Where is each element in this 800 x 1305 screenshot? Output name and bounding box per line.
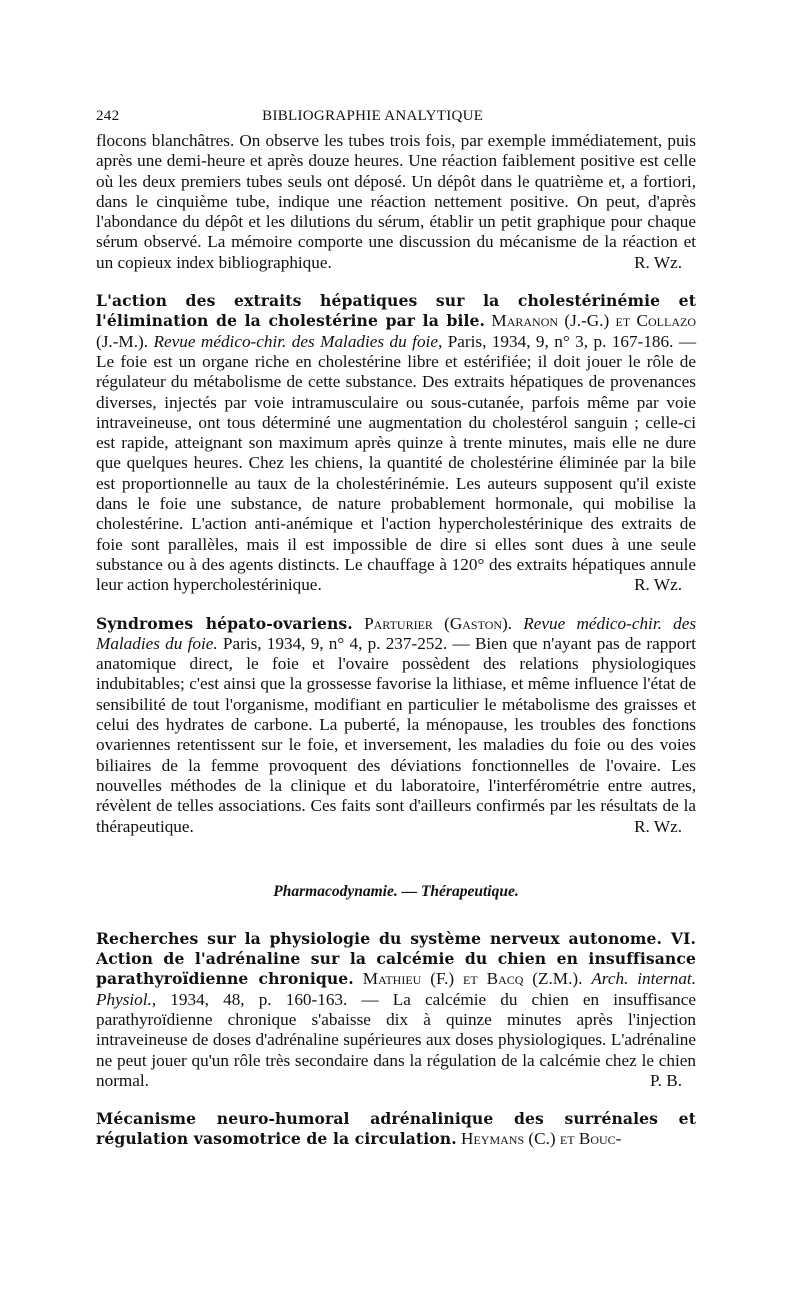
article-1-title: L'action des extraits hépatiques sur la cholestérinémie et l'élimination de la cholestérine par la bile.	[96, 291, 696, 331]
page-number: 242	[96, 108, 120, 124]
article-2-signature: R. Wz.	[634, 816, 682, 836]
article-1-signature: R. Wz.	[634, 575, 682, 595]
intro-paragraph	[96, 131, 696, 273]
running-title: BIBLIOGRAPHIE ANALYTIQUE	[262, 108, 484, 124]
article-3-journal: Arch. internat. Physiol.,	[96, 969, 696, 1009]
article-1-journal: Revue médico-chir. des Maladies du foie,	[153, 331, 443, 351]
article-4-title: Mécanisme neuro-humoral adrénalinique des surrénales et régulation vasomotrice de la circulation.	[96, 1109, 696, 1149]
article-1-body: — Le foie est un organe riche en cholestérine libre et estérifiée; il doit jouer le rôle de régulateur du métabolisme de cette substance. Des extraits hépatiques de provenances diverses, injectés par voie intramusculaire ou sous-cutanée, parfois même par voie intraveineuse, ont tous déterminé une augmentation du cholestérol sanguin ; celle-ci est rapide, atteignant son maximum après quinze à trente minutes, mais elle ne dure que quelques heures. Chez les chiens, la quantité de cholestérine éliminée par la bile est proportionnelle au taux de la cholestérinémie. Les auteurs supposent qu'il existe dans le foie une substance, de nature probablement hormonale, qui mobilise la cholestérine. L'action anti-anémique et l'action hypercholestérinique des extraits de foie sont parallèles, mais il est impossible de dire si elles sont dues à une seule substance ou à des agents distincts. Le chauffage à 120° des extraits hépatiques annule leur action hypercholestérinique.	[96, 331, 697, 595]
article-3-authors: Mathieu (F.) et Bacq (Z.M.).	[362, 969, 583, 989]
article-1-authors: Maranon (J.-G.) et Collazo (J.-M.).	[96, 311, 696, 351]
article-3-ref: 1934, 48, p. 160-163.	[170, 989, 348, 1009]
page	[96, 108, 696, 1150]
article-1	[96, 291, 696, 595]
article-2-ref: Paris, 1934, 9, n° 4, p. 237-252.	[222, 633, 448, 653]
article-3-body: — La calcémie du chien en insuffisance parathyroïdienne chronique s'abaisse dix à quinze minutes après l'injection intraveineuse de doses d'adrénaline supérieures aux doses physiologiques. L'adrénaline ne peut jouer qu'un rôle très secondaire dans la régulation de la calcémie chez le chien normal.	[96, 989, 697, 1090]
article-3	[96, 929, 696, 1091]
article-2-journal: Revue médico-chir. des Maladies du foie.	[96, 613, 697, 653]
intro-text: flocons blanchâtres. On observe les tubes trois fois, par exemple immédiatement, puis après une demi-heure et après douze heures. Une réaction faiblement positive est celle où les deux premiers tubes seuls ont déposé. Un dépôt dans le quatrième et, a fortiori, dans le cinquième tube, indique une réaction nettement positive. On peut, d'après l'abondance du dépôt et les dilutions du sérum, établir un petit graphique pour chaque sérum observé. La mémoire comporte une discussion du mécanisme de la réaction et un copieux index bibliographique.	[96, 131, 696, 272]
running-header	[96, 108, 696, 125]
section-heading: Pharmacodynamie. — Thérapeutique.	[273, 882, 519, 900]
article-3-title: Recherches sur la physiologie du système nerveux autonome. VI. Action de l'adrénaline sur la calcémie du chien en insuffisance parathyroïdienne chronique.	[96, 928, 696, 989]
article-4-authors: Heymans (C.) et Bouc-	[461, 1129, 622, 1149]
article-1-ref: Paris, 1934, 9, n° 3, p. 167-186.	[447, 331, 674, 351]
article-2-body: — Bien que n'ayant pas de rapport anatomique direct, le foie et l'ovaire possèdent des relations physiologiques indubitables; c'est ainsi que la grossesse favorise la lithiase, et même influence l'état de sensibilité de tout l'organisme, modifiant en particulier le métabolisme des graisses et celui des hydrates de carbone. La puberté, la ménopause, les troubles des fonctions ovariennes retentissent sur le foie, et inversement, les maladies du foie ou des voies biliaires de la femme provoquent des déviations fonctionnelles de l'ovaire. Les nouvelles méthodes de la clinique et du laboratoire, l'interférométrie entre autres, révèlent de telles associations. Ces faits sont d'ailleurs confirmés par les résultats de la thérapeutique.	[96, 633, 696, 836]
intro-signature: R. Wz.	[634, 252, 682, 272]
article-4	[96, 1109, 696, 1150]
article-3-signature: P. B.	[649, 1070, 682, 1090]
article-2	[96, 614, 696, 837]
article-2-title: Syndromes hépato-ovariens.	[96, 613, 353, 633]
article-2-authors: Parturier (Gaston).	[364, 613, 513, 633]
